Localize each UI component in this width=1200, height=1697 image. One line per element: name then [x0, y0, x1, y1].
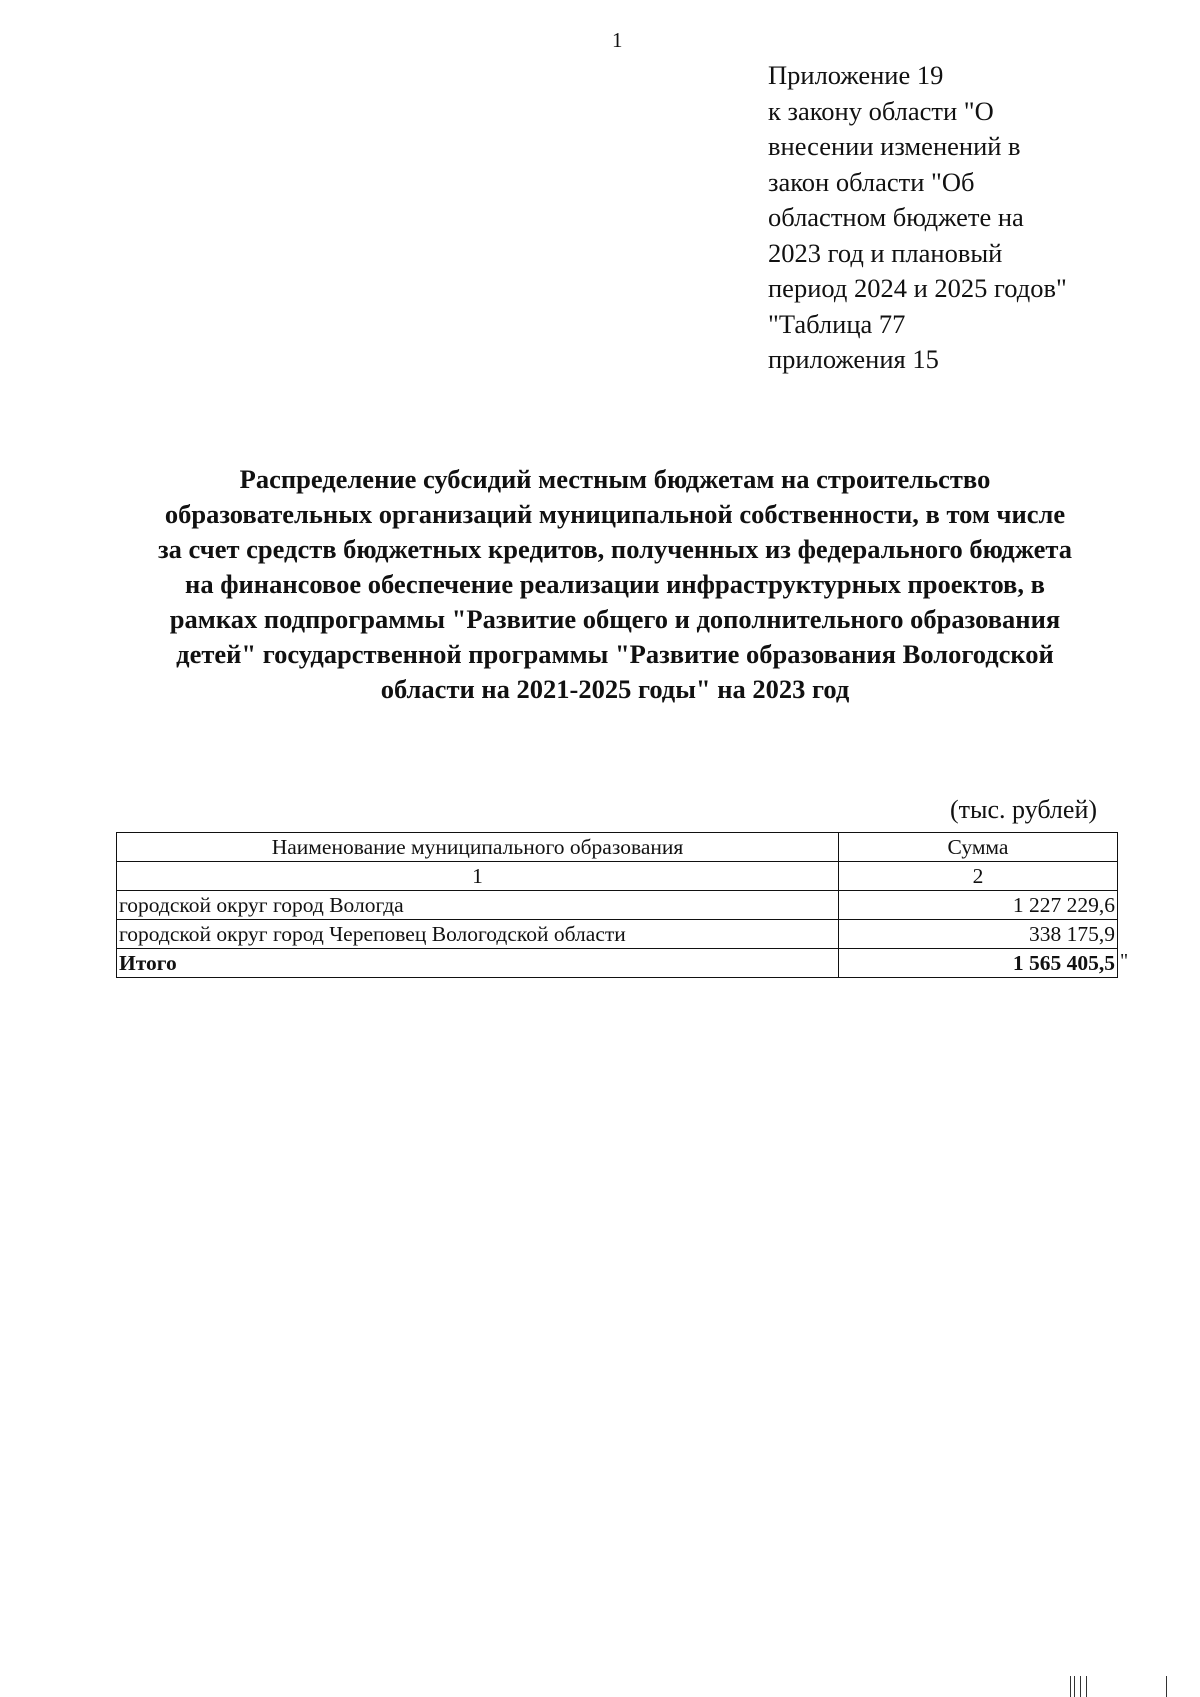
scan-artifact: [1166, 1676, 1167, 1697]
total-amount: 1 565 405,5: [839, 949, 1118, 978]
appendix-header: [768, 58, 1168, 378]
column-number: 2: [839, 862, 1118, 891]
table-header-row: [117, 833, 1118, 862]
appendix-line: закон области "Об: [768, 166, 975, 197]
municipality-name: городской округ город Череповец Вологодской области: [117, 920, 839, 949]
subsidy-table: [116, 832, 1118, 978]
table-column-number-row: [117, 862, 1118, 891]
appendix-line: приложения 15: [768, 344, 939, 374]
subsidy-amount: 1 227 229,6: [839, 891, 1118, 920]
appendix-line: к закону области "О: [768, 95, 994, 126]
municipality-name: городской округ город Вологда: [117, 891, 839, 920]
total-label: Итого: [117, 949, 839, 978]
table-row: [117, 891, 1118, 920]
title-line: детей" государственной программы "Развитие образования Вологодской: [176, 639, 1054, 669]
column-header-name: Наименование муниципального образования: [117, 833, 839, 862]
appendix-line: "Таблица 77: [768, 308, 906, 339]
title-line: рамках подпрограммы "Развитие общего и дополнительного образования: [169, 604, 1061, 634]
appendix-line: период 2024 и 2025 годов": [768, 273, 1067, 303]
units-label: (тыс. рублей): [950, 795, 1098, 824]
appendix-line: Приложение 19: [768, 60, 944, 90]
table-total-row: [117, 949, 1118, 978]
title-line: за счет средств бюджетных кредитов, полученных из федерального бюджета: [158, 534, 1072, 564]
scan-artifact: [1080, 1676, 1081, 1697]
table-row: [117, 920, 1118, 949]
title-line: Распределение субсидий местным бюджетам на строительство: [239, 464, 991, 494]
scan-artifact: [1086, 1676, 1087, 1697]
scan-artifact: [1074, 1676, 1075, 1697]
appendix-line: внесении изменений в: [768, 131, 1021, 161]
title-line: образовательных организаций муниципальной собственности, в том числе: [164, 499, 1066, 529]
page-number: 1: [612, 28, 623, 52]
column-number: 1: [117, 862, 839, 891]
subsidy-amount: 338 175,9: [839, 920, 1118, 949]
title-line: области на 2021-2025 годы" на 2023 год: [380, 674, 850, 704]
title-line: на финансовое обеспечение реализации инфраструктурных проектов, в: [185, 569, 1045, 599]
scan-artifact: [1070, 1676, 1071, 1697]
appendix-line: областном бюджете на: [768, 202, 1024, 232]
closing-quote: ": [1120, 950, 1129, 972]
column-header-amount: Сумма: [839, 833, 1118, 862]
appendix-line: 2023 год и плановый: [768, 237, 1003, 268]
document-title: [100, 462, 1130, 707]
